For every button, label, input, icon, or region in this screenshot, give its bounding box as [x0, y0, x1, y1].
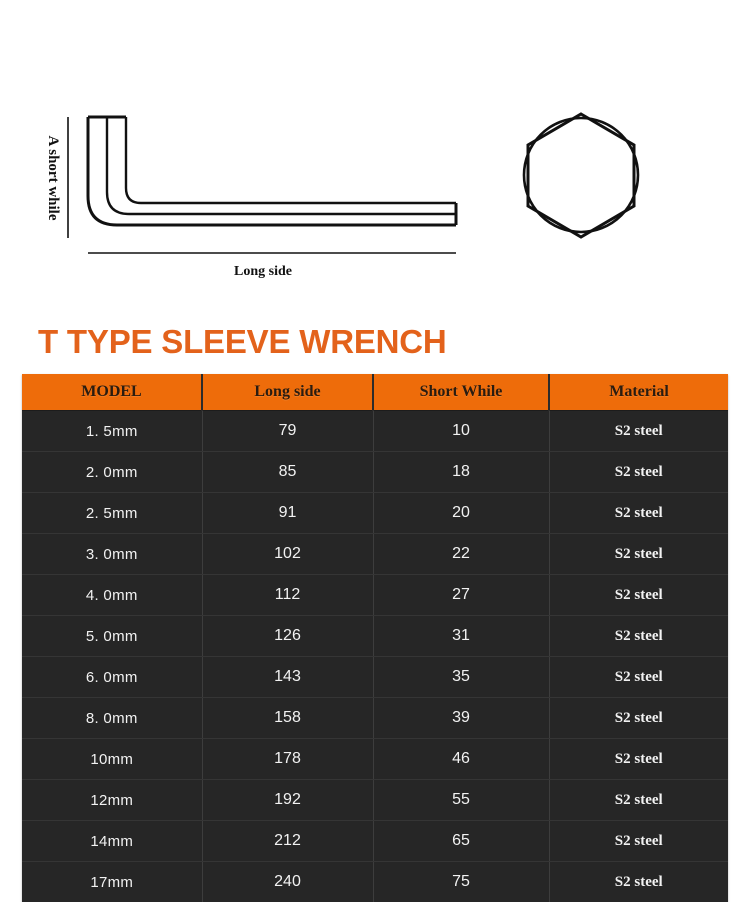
cell-long-side: 240	[202, 862, 373, 902]
cell-model: 3. 0mm	[22, 534, 202, 575]
table-row	[22, 657, 728, 698]
table-row	[22, 575, 728, 616]
cell-model: 6. 0mm	[22, 657, 202, 698]
table-row	[22, 862, 728, 902]
cell-material: S2 steel	[549, 534, 728, 575]
table-row	[22, 534, 728, 575]
cell-long-side: 112	[202, 575, 373, 616]
cell-short-while: 27	[373, 575, 549, 616]
cell-model: 10mm	[22, 739, 202, 780]
cell-short-while: 55	[373, 780, 549, 821]
cell-long-side: 158	[202, 698, 373, 739]
page-title: T TYPE SLEEVE WRENCH	[38, 322, 447, 362]
cell-short-while: 18	[373, 452, 549, 493]
cell-model: 5. 0mm	[22, 616, 202, 657]
short-side-label: A short while	[45, 135, 61, 220]
cell-short-while: 75	[373, 862, 549, 902]
table-header	[22, 374, 728, 411]
hex-key-body	[88, 117, 456, 225]
cell-short-while: 20	[373, 493, 549, 534]
cell-long-side: 143	[202, 657, 373, 698]
table-body	[22, 411, 728, 902]
cell-long-side: 192	[202, 780, 373, 821]
column-header-short-while: Short While	[373, 374, 549, 411]
cell-short-while: 31	[373, 616, 549, 657]
cell-material: S2 steel	[549, 616, 728, 657]
cell-material: S2 steel	[549, 452, 728, 493]
table-row	[22, 821, 728, 862]
cell-model: 1. 5mm	[22, 411, 202, 452]
table-row	[22, 411, 728, 452]
cell-model: 2. 5mm	[22, 493, 202, 534]
table-row	[22, 616, 728, 657]
cell-long-side: 79	[202, 411, 373, 452]
specification-table-container	[22, 374, 728, 902]
cell-model: 14mm	[22, 821, 202, 862]
column-header-model: MODEL	[22, 374, 202, 411]
cell-material: S2 steel	[549, 493, 728, 534]
cell-material: S2 steel	[549, 575, 728, 616]
table-header-row	[22, 374, 728, 411]
column-header-material: Material	[549, 374, 728, 411]
hex-cross-section	[524, 114, 638, 237]
cell-long-side: 212	[202, 821, 373, 862]
cell-short-while: 35	[373, 657, 549, 698]
cell-model: 2. 0mm	[22, 452, 202, 493]
cell-model: 8. 0mm	[22, 698, 202, 739]
table-row	[22, 698, 728, 739]
specification-table	[22, 374, 728, 902]
cell-model: 4. 0mm	[22, 575, 202, 616]
cell-material: S2 steel	[549, 821, 728, 862]
cell-short-while: 46	[373, 739, 549, 780]
cell-material: S2 steel	[549, 862, 728, 902]
cell-long-side: 91	[202, 493, 373, 534]
cell-short-while: 22	[373, 534, 549, 575]
table-row	[22, 452, 728, 493]
product-diagram-panel	[0, 0, 750, 305]
cell-material: S2 steel	[549, 657, 728, 698]
cell-short-while: 65	[373, 821, 549, 862]
wrench-diagram-svg	[0, 0, 750, 305]
cell-long-side: 126	[202, 616, 373, 657]
long-side-label: Long side	[234, 264, 292, 279]
cell-material: S2 steel	[549, 411, 728, 452]
column-header-long-side: Long side	[202, 374, 373, 411]
cell-material: S2 steel	[549, 698, 728, 739]
cell-model: 12mm	[22, 780, 202, 821]
cell-material: S2 steel	[549, 780, 728, 821]
table-row	[22, 780, 728, 821]
cell-long-side: 102	[202, 534, 373, 575]
inscribed-circle	[524, 118, 638, 232]
cell-long-side: 85	[202, 452, 373, 493]
cell-model: 17mm	[22, 862, 202, 902]
table-row	[22, 493, 728, 534]
table-row	[22, 739, 728, 780]
cell-material: S2 steel	[549, 739, 728, 780]
cell-short-while: 10	[373, 411, 549, 452]
cell-short-while: 39	[373, 698, 549, 739]
cell-long-side: 178	[202, 739, 373, 780]
